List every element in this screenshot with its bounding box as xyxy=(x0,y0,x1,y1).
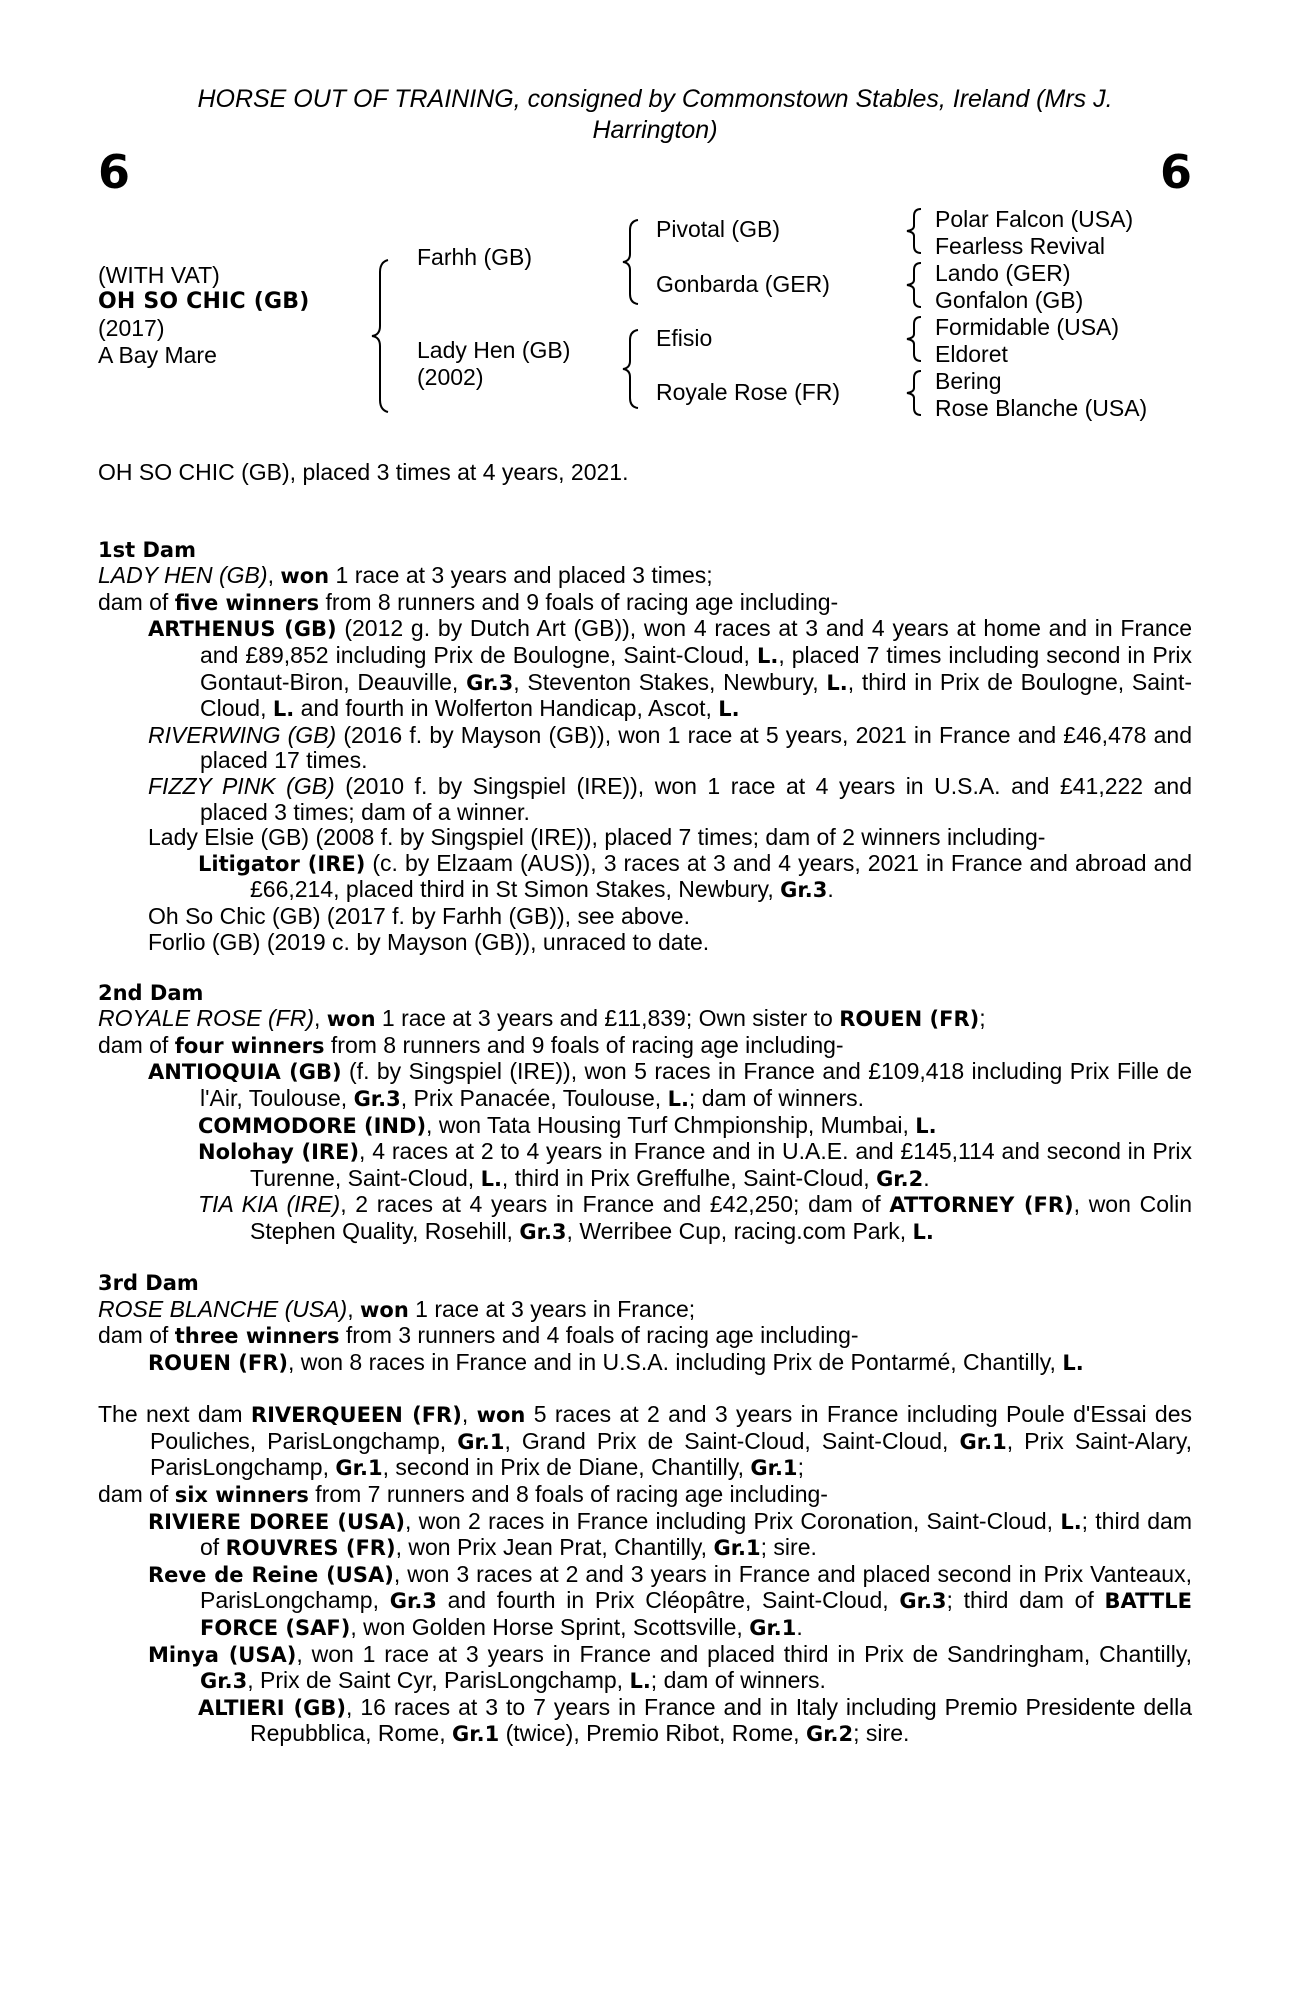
second-dam-produce xyxy=(98,1033,1192,1060)
text: . xyxy=(923,1164,930,1191)
g3-polar-falcon: Polar Falcon (USA) xyxy=(935,206,1134,232)
second-dam-record xyxy=(98,1006,1192,1033)
winners-count: four winners xyxy=(174,1033,325,1058)
text: , won Golden Horse Sprint, Scottsville, xyxy=(350,1613,750,1640)
text: (c. by Elzaam (AUS)), 3 races at 3 and 4 years, 2021 in France and abroad and £66,214, placed third in St Simon Stakes, Newbury, xyxy=(250,849,1192,903)
horse-name: Nolohay (IRE) xyxy=(198,1140,360,1165)
second-dam-heading: 2nd Dam xyxy=(98,980,204,1005)
horse-name: Reve de Reine (USA) xyxy=(148,1562,394,1587)
text: dam of xyxy=(98,1031,175,1058)
horse-name: RIVERWING (GB) xyxy=(148,721,337,748)
first-dam-record xyxy=(98,563,1192,590)
pedigree-brace-2a xyxy=(620,218,642,306)
grade: L. xyxy=(756,643,779,668)
text: , third in Prix de Boulogne, Saint-Cloud, xyxy=(200,668,1193,722)
g3-lando: Lando (GER) xyxy=(935,260,1071,286)
horse-description: A Bay Mare xyxy=(98,341,217,368)
grade: L. xyxy=(912,1220,934,1245)
grade: Gr.3 xyxy=(780,878,828,903)
grade: L. xyxy=(667,1087,689,1112)
produce-commodore xyxy=(148,1113,1192,1140)
horse-name: RIVIERE DOREE (USA) xyxy=(148,1509,405,1534)
pedigree-sire-sire: Pivotal (GB) xyxy=(656,216,780,242)
text: . xyxy=(796,1613,803,1640)
sep: , xyxy=(313,1005,327,1032)
horse-name: ROUVRES (FR) xyxy=(225,1536,396,1561)
horse-name: ATTORNEY (FR) xyxy=(889,1193,1074,1218)
consignor-line-1: HORSE OUT OF TRAINING, consigned by Commonstown Stables, Ireland (Mrs J. xyxy=(197,85,1113,113)
grade: Gr.3 xyxy=(389,1589,437,1614)
horse-name: ARTHENUS (GB) xyxy=(148,617,337,642)
text: ; sire. xyxy=(760,1534,817,1561)
text: (twice), Premio Ribot, Rome, xyxy=(499,1720,806,1747)
produce-arthenus xyxy=(98,616,1192,722)
text: , won Tata Housing Turf Chmpionship, Mumbai, xyxy=(426,1111,916,1138)
won-label: won xyxy=(476,1403,526,1428)
third-dam-heading: 3rd Dam xyxy=(98,1271,199,1296)
grade: Gr.1 xyxy=(749,1615,797,1640)
grade: Gr.2 xyxy=(876,1166,924,1191)
horse-name: TIA KIA (IRE) xyxy=(198,1191,341,1218)
text: , won 3 races at 2 and 3 years in France and placed second in Prix Vanteaux, ParisLongchamp, xyxy=(200,1560,1192,1614)
g3-gonfalon: Gonfalon (GB) xyxy=(935,287,1084,313)
produce-reve-de-reine xyxy=(98,1562,1192,1642)
sep: , xyxy=(267,562,281,589)
horse-name: Litigator (IRE) xyxy=(198,851,366,876)
horse-name: RIVERQUEEN (FR) xyxy=(250,1403,462,1428)
pedigree-brace-3d xyxy=(903,369,925,417)
text: , 2 races at 4 years in France and £42,250; dam of xyxy=(340,1191,890,1218)
text: , won 8 races in France and in U.S.A. including Prix de Pontarmé, Chantilly, xyxy=(288,1349,1063,1375)
text: , Prix Saint-Alary, ParisLongchamp, xyxy=(150,1427,1193,1481)
pedigree-dam-name: Lady Hen (GB) xyxy=(417,337,571,363)
grade: Gr.1 xyxy=(959,1429,1007,1454)
next-dam-produce xyxy=(98,1482,1192,1509)
text: dam of xyxy=(98,1480,175,1507)
horse-info xyxy=(98,262,309,368)
produce-altieri xyxy=(148,1695,1192,1748)
pedigree-brace-1 xyxy=(368,258,392,414)
text: (2012 g. by Dutch Art (GB)), won 4 races at 3 and 4 years at home and in France and £89,852 including Prix de Boulogne, Saint-Cloud, xyxy=(200,615,1192,668)
first-dam-heading: 1st Dam xyxy=(98,537,196,562)
pedigree-dam-sire: Efisio xyxy=(656,325,713,351)
text: 5 races at 2 and 3 years in France including Poule d'Essai des Pouliches, ParisLongchamp, xyxy=(150,1401,1193,1454)
grade: Gr.3 xyxy=(200,1669,248,1694)
text: ; third dam of xyxy=(946,1587,1105,1614)
grade: L. xyxy=(1062,1351,1084,1375)
text: , won Colin Stephen Quality, Rosehill, xyxy=(250,1191,1192,1245)
pedigree-generation-3 xyxy=(935,206,1147,422)
summary-line: OH SO CHIC (GB), placed 3 times at 4 years, 2021. xyxy=(98,459,629,485)
produce-minya xyxy=(98,1642,1192,1695)
horse-name: COMMODORE (IND) xyxy=(198,1113,427,1138)
winners-count: three winners xyxy=(174,1324,340,1349)
winners-count: five winners xyxy=(174,590,320,615)
pedigree-brace-3a xyxy=(903,207,925,255)
g3-eldoret: Eldoret xyxy=(935,341,1008,367)
grade: Gr.1 xyxy=(335,1456,383,1481)
text: , Prix de Saint Cyr, ParisLongchamp, xyxy=(247,1667,630,1694)
text: ; sire. xyxy=(853,1720,910,1747)
first-dam-produce xyxy=(98,590,1192,617)
horse-year: (2017) xyxy=(98,315,165,341)
text: from 7 runners and 8 foals of racing age including- xyxy=(308,1480,828,1507)
horse-name: ROUEN (FR) xyxy=(839,1007,980,1032)
grade: L. xyxy=(915,1113,937,1138)
grade: L. xyxy=(272,697,295,722)
grade: L. xyxy=(718,697,740,722)
grade: Gr.1 xyxy=(713,1536,761,1561)
g3-rose-blanche: Rose Blanche (USA) xyxy=(935,395,1148,421)
second-dam-name: ROYALE ROSE (FR) xyxy=(98,1005,314,1032)
grade: Gr.3 xyxy=(899,1589,947,1614)
third-dam-produce xyxy=(98,1323,1192,1350)
text: from 8 runners and 9 foals of racing age including- xyxy=(319,588,839,615)
won-label: won xyxy=(360,1297,409,1322)
produce-rouen xyxy=(98,1350,1192,1377)
first-dam-name: LADY HEN (GB) xyxy=(98,562,268,589)
grade: Gr.3 xyxy=(466,670,514,695)
text: dam of xyxy=(98,588,175,615)
text: , placed 7 times including second in Prix Gontaut-Biron, Deauville, xyxy=(200,641,1192,695)
g3-bering: Bering xyxy=(935,368,1002,394)
text: dam of xyxy=(98,1322,175,1349)
pedigree-brace-2b xyxy=(620,328,642,410)
produce-riverwing xyxy=(98,723,1192,774)
horse-name: ROUEN (FR) xyxy=(148,1351,289,1375)
sep: , xyxy=(461,1401,477,1428)
grade: Gr.1 xyxy=(457,1429,505,1454)
horse-name: OH SO CHIC (GB) xyxy=(98,288,310,314)
horse-name: ANTIOQUIA (GB) xyxy=(148,1060,342,1085)
g3-formidable: Formidable (USA) xyxy=(935,314,1120,340)
text: , won Prix Jean Prat, Chantilly, xyxy=(395,1534,714,1561)
text: 1 race at 3 years in France; xyxy=(408,1295,696,1322)
text: , third in Prix Greffulhe, Saint-Cloud, xyxy=(501,1164,877,1191)
text: , won 1 race at 3 years in France and placed third in Prix de Sandringham, Chantilly, xyxy=(296,1640,1193,1667)
produce-lady-elsie: Lady Elsie (GB) (2008 f. by Singspiel (IRE)), placed 7 times; dam of 2 winners including- xyxy=(148,824,1046,851)
consignor-line-2: Harrington) xyxy=(592,116,718,144)
text: , 4 races at 2 to 4 years in France and in U.A.E. and £145,114 and second in Prix Turenne, Saint-Cloud, xyxy=(250,1138,1192,1191)
text: The next dam xyxy=(98,1401,251,1428)
produce-forlio: Forlio (GB) (2019 c. by Mayson (GB)), unraced to date. xyxy=(148,928,710,955)
won-label: won xyxy=(280,564,330,589)
won-label: won xyxy=(326,1007,376,1032)
text: (2010 f. by Singspiel (IRE)), won 1 race at 4 years in U.S.A. and £41,222 and placed 3 times; dam of a winner. xyxy=(200,772,1192,825)
produce-riviere-doree xyxy=(98,1509,1192,1562)
catalogue-body xyxy=(98,460,1192,1748)
text: , 16 races at 3 to 7 years in France and in Italy including Premio Presidente della Repubblica, Rome, xyxy=(250,1693,1193,1747)
grade: L. xyxy=(826,670,848,695)
text: and fourth in Prix Cléopâtre, Saint-Cloud, xyxy=(436,1587,900,1614)
grade: L. xyxy=(629,1669,651,1694)
text: ; xyxy=(979,1005,986,1032)
text: from 8 runners and 9 foals of racing age including- xyxy=(324,1031,844,1058)
text: ; dam of winners. xyxy=(650,1667,826,1694)
horse-name: ALTIERI (GB) xyxy=(198,1695,346,1720)
text: , Werribee Cup, racing.com Park, xyxy=(566,1218,913,1245)
pedigree-dam-year: (2002) xyxy=(417,363,484,390)
pedigree-brace-3c xyxy=(903,315,925,363)
pedigree-brace-3b xyxy=(903,261,925,309)
produce-antioquia xyxy=(98,1059,1192,1112)
horse-name: Minya (USA) xyxy=(148,1642,297,1667)
third-dam-name: ROSE BLANCHE (USA) xyxy=(98,1295,348,1322)
grade: L. xyxy=(480,1166,502,1191)
pedigree-sire-dam: Gonbarda (GER) xyxy=(656,271,830,297)
produce-oh-so-chic: Oh So Chic (GB) (2017 f. by Farhh (GB)), see above. xyxy=(148,902,690,929)
produce-tia-kia xyxy=(148,1192,1192,1245)
text: . xyxy=(827,876,834,903)
text: ; dam of winners. xyxy=(688,1085,865,1112)
grade: Gr.2 xyxy=(805,1722,854,1747)
lot-number-right: 6 xyxy=(1160,145,1193,199)
third-dam-record xyxy=(98,1297,1192,1324)
pedigree-dam xyxy=(417,337,570,390)
text: , won 2 races in France including Prix Coronation, Saint-Cloud, xyxy=(405,1507,1061,1534)
horse-name: BATTLE FORCE (SAF) xyxy=(200,1589,1192,1640)
text: (2016 f. by Mayson (GB)), won 1 race at 5 years, 2021 in France and £46,478 and placed 17 times. xyxy=(200,721,1192,774)
horse-name: FIZZY PINK (GB) xyxy=(148,772,335,799)
text: , Prix Panacée, Toulouse, xyxy=(400,1085,668,1112)
text: (f. by Singspiel (IRE)), won 5 races in France and £109,418 including Prix Fille de l'Air, Toulouse, xyxy=(200,1058,1193,1112)
catalogue-header xyxy=(140,84,1170,146)
g3-fearless-revival: Fearless Revival xyxy=(935,233,1105,259)
pedigree-sire: Farhh (GB) xyxy=(417,244,533,270)
vat-label: (WITH VAT) xyxy=(98,262,220,288)
text: ; third dam of xyxy=(200,1507,1193,1561)
pedigree-dam-dam: Royale Rose (FR) xyxy=(656,379,841,405)
produce-fizzy-pink xyxy=(98,774,1192,825)
next-dam-record xyxy=(98,1402,1192,1482)
grade: Gr.1 xyxy=(750,1456,798,1481)
grade: L. xyxy=(1060,1509,1082,1534)
record-text: 1 race at 3 years and placed 3 times; xyxy=(329,562,713,589)
grade: Gr.1 xyxy=(452,1722,500,1747)
sep: , xyxy=(347,1295,360,1322)
text: 1 race at 3 years and £11,839; Own sister to xyxy=(375,1005,840,1032)
text: , Steventon Stakes, Newbury, xyxy=(513,668,827,695)
text: , Grand Prix de Saint-Cloud, Saint-Cloud, xyxy=(504,1427,960,1454)
text: and fourth in Wolferton Handicap, Ascot, xyxy=(294,695,719,722)
grade: Gr.3 xyxy=(519,1220,567,1245)
text: ; xyxy=(797,1454,804,1481)
text: , second in Prix de Diane, Chantilly, xyxy=(382,1454,751,1481)
lot-number-left: 6 xyxy=(98,145,131,199)
grade: Gr.3 xyxy=(353,1087,401,1112)
winners-count: six winners xyxy=(174,1482,309,1507)
text: from 3 runners and 4 foals of racing age including- xyxy=(339,1322,859,1349)
produce-litigator xyxy=(148,851,1192,904)
produce-nolohay xyxy=(148,1139,1192,1192)
